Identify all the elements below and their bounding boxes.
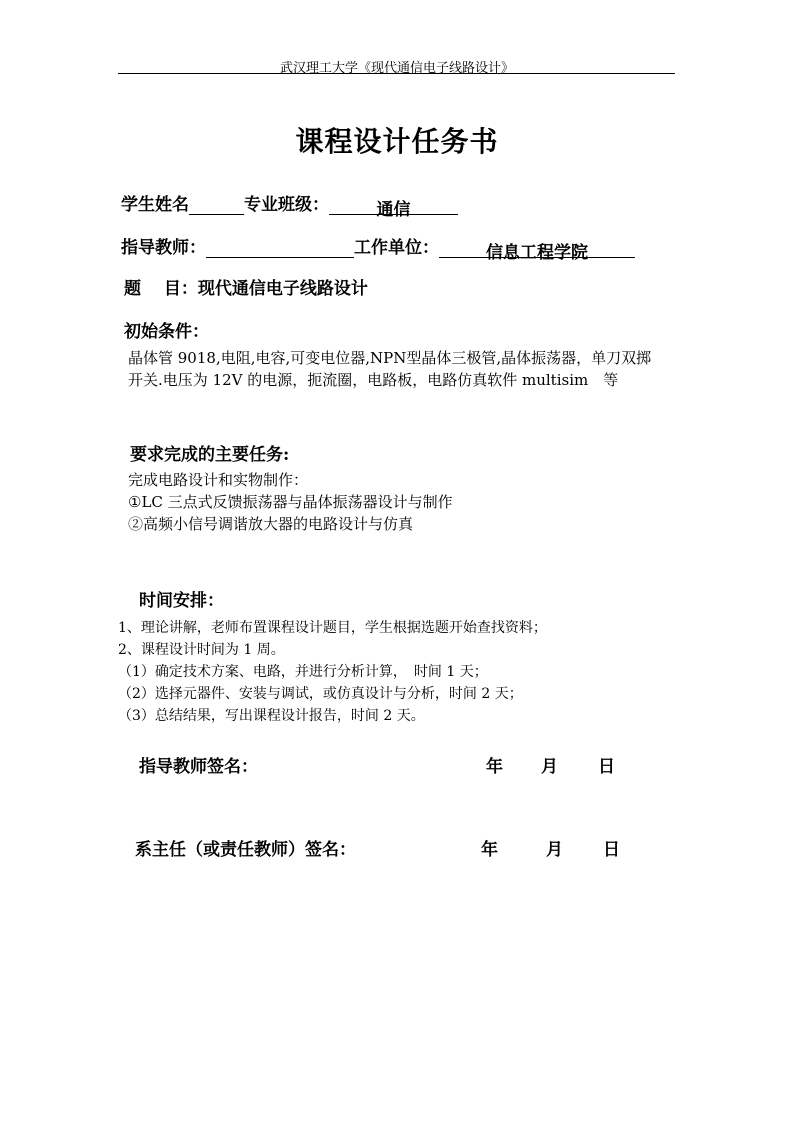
task-line: 完成电路设计和实物制作： bbox=[128, 471, 309, 489]
student-name-label: 学生姓名 bbox=[121, 195, 189, 215]
document-title: 课程设计任务书 bbox=[295, 125, 499, 158]
topic-value: 现代通信电子线路设计 bbox=[197, 279, 368, 299]
schedule-heading: 时间安排： bbox=[139, 591, 224, 611]
header-rule bbox=[118, 73, 675, 74]
topic-label: 题 目： bbox=[124, 279, 198, 299]
head-sign-year: 年 bbox=[481, 840, 498, 860]
task-line: ①LC 三点式反馈振荡器与晶体振荡器设计与制作 bbox=[128, 493, 453, 511]
page-header: 武汉理工大学《现代通信电子线路设计》 bbox=[279, 61, 514, 76]
advisor-blank bbox=[206, 238, 354, 258]
advisor-row bbox=[121, 233, 635, 263]
advisor-label: 指导教师： bbox=[121, 238, 206, 258]
initial-conditions-heading: 初始条件： bbox=[124, 322, 209, 342]
tasks-body bbox=[128, 469, 453, 535]
schedule-line: 2、课程设计时间为 1 周。 bbox=[118, 642, 285, 658]
tasks-heading: 要求完成的主要任务: bbox=[130, 445, 290, 465]
schedule-line: （3）总结结果，写出课程设计报告，时间 2 天。 bbox=[118, 708, 425, 724]
initial-conditions-body bbox=[128, 347, 651, 391]
class-value: 通信 bbox=[329, 195, 458, 215]
schedule-line: （2）选择元器件、安装与调试，或仿真设计与分析，时间 2 天； bbox=[118, 686, 523, 702]
schedule-line: 1、理论讲解，老师布置课程设计题目，学生根据选题开始查找资料； bbox=[118, 620, 547, 636]
schedule-body bbox=[118, 617, 547, 727]
head-signature-label: 系主任（或责任教师）签名： bbox=[135, 840, 356, 860]
advisor-sign-month: 月 bbox=[541, 757, 558, 777]
task-line: ②高频小信号调谐放大器的电路设计与仿真 bbox=[128, 515, 414, 533]
topic-row bbox=[124, 274, 368, 299]
class-label: 专业班级： bbox=[244, 195, 329, 215]
student-name-blank bbox=[189, 195, 244, 215]
advisor-signature-label: 指导教师签名： bbox=[139, 757, 258, 777]
head-sign-day: 日 bbox=[603, 840, 620, 860]
unit-value: 信息工程学院 bbox=[439, 238, 635, 258]
advisor-sign-day: 日 bbox=[598, 757, 615, 777]
unit-label: 工作单位： bbox=[354, 238, 439, 258]
schedule-line: （1）确定技术方案、电路，并进行分析计算， 时间 1 天； bbox=[118, 664, 488, 680]
student-row bbox=[121, 190, 458, 220]
initial-conditions-line: 开关.电压为 12V 的电源，扼流圈，电路板，电路仿真软件 multisim 等 bbox=[128, 371, 619, 389]
advisor-sign-year: 年 bbox=[486, 757, 503, 777]
head-sign-month: 月 bbox=[546, 840, 563, 860]
initial-conditions-line: 晶体管 9018,电阻,电容,可变电位器,NPN型晶体三极管,晶体振荡器，单刀双掷 bbox=[128, 349, 652, 367]
